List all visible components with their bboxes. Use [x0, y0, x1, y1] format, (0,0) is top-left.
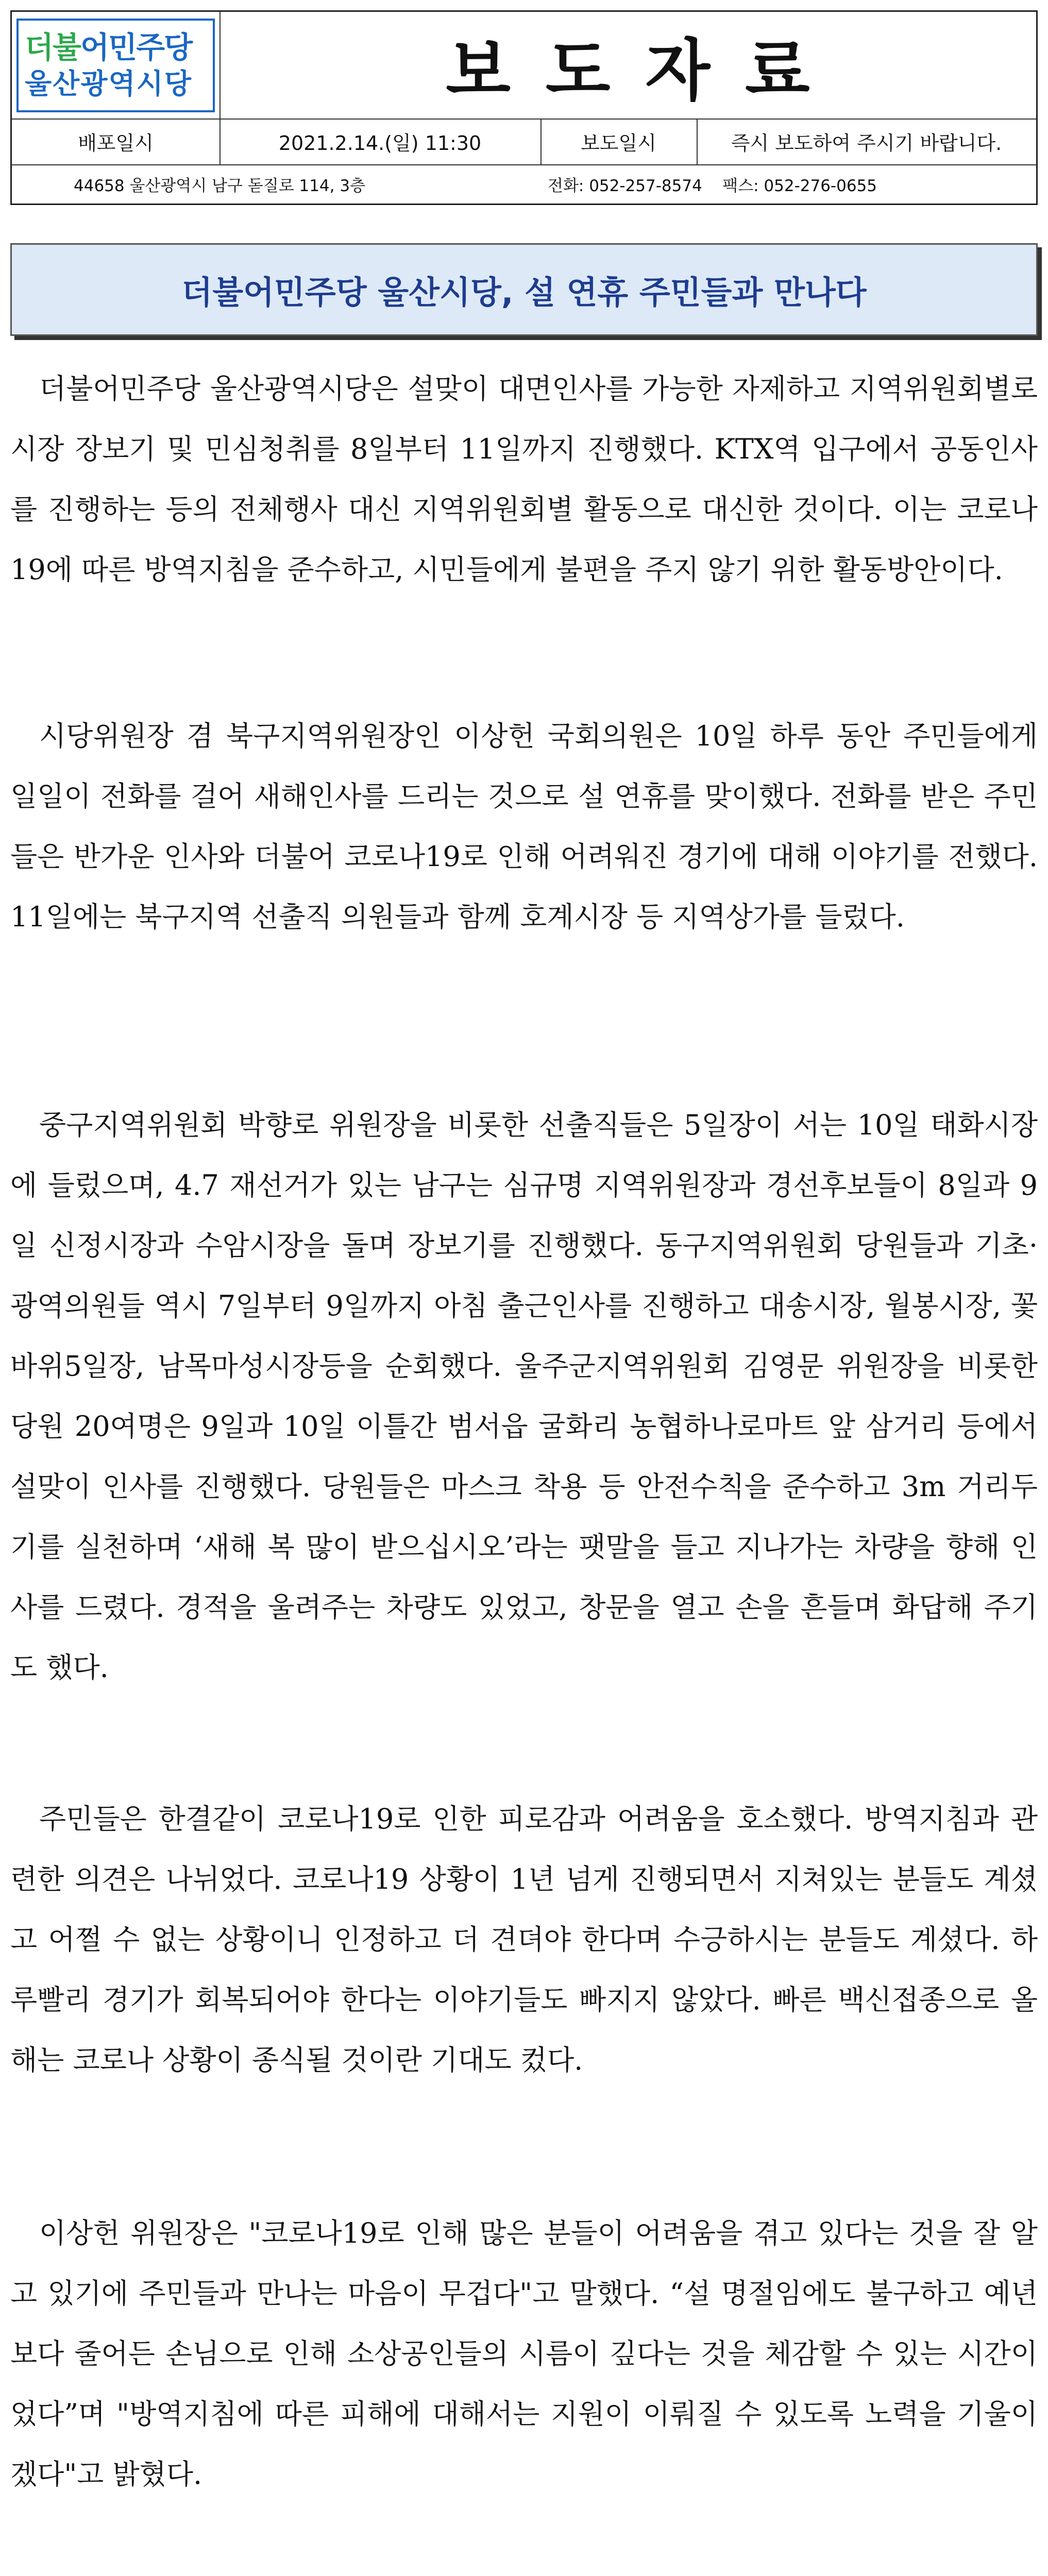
headline-text: 더불어민주당 울산시당, 설 연휴 주민들과 만나다 [181, 273, 867, 311]
contact-info [548, 164, 877, 204]
body-paragraph: 이상헌 위원장은 "코로나19로 인해 많은 분들이 어려움을 겪고 있다는 것을 잘 알고 있기에 주민들과 만나는 마음이 무겁다"고 말했다. “설 명절임에도 불구하고 예년보다 줄어든 손님으로 인해 소상공인들의 시름이 깊다는 것을 체감할 수 있는 시간이었다”며 "방역지침에 따른 피해에 대해서는 지원이 이뤄질 수 있도록 노력을 기울이겠다"고 밝혔다. [10, 2217, 1038, 2490]
party-logo [16, 19, 215, 112]
logo-party-name-a: 더불 [25, 29, 81, 65]
body-paragraph: 중구지역위원회 박향로 위원장을 비롯한 선출직들은 5일장이 서는 10일 태화시장에 들렀으며, 4.7 재선거가 있는 남구는 심규명 지역위원장과 경선후보들이 8일과 9일 신정시장과 수암시장을 돌며 장보기를 진행했다. 동구지역위원회 당원들과 기초·광역의원들 역시 7일부터 9일까지 아침 출근인사를 진행하고 대송시장, 월봉시장, 꽃바위5일장, 남목마성시장등을 순회했다. 울주군지역위원회 김영문 위원장을 비롯한 당원 20여명은 9일과 10일 이틀간 범서읍 굴화리 농협하나로마트 앞 삼거리 등에서 설맞이 인사를 진행했다. 당원들은 마스크 착용 등 안전수칙을 준수하고 3m 거리두기를 실천하며 ‘새해 복 많이 받으십시오’라는 팻말을 들고 지나가는 차량을 향해 인사를 드렸다. 경적을 울려주는 차량도 있었고, 창문을 열고 손을 흔들며 화답해 주기도 했다. [10, 1109, 1038, 1684]
report-date-value: 즉시 보도하여 주시기 바랍니다. [731, 132, 1002, 155]
title-cell [219, 12, 1036, 118]
header-date-row [12, 118, 1036, 165]
logo-cell [12, 12, 221, 118]
logo-party-name-b: 어민주당 [80, 29, 192, 65]
body-paragraph: 주민들은 한결같이 코로나19로 인한 피로감과 어려움을 호소했다. 방역지침과 관련한 의견은 나뉘었다. 코로나19 상황이 1년 넘게 진행되면서 지쳐있는 분들도 계셨고 어쩔 수 없는 상황이니 인정하고 더 견뎌야 한다며 수긍하시는 분들도 계셨다. 하루빨리 경기가 회복되어야 한다는 이야기들도 빠지지 않았다. 빠른 백신접종으로 올해는 코로나 상황이 종식될 것이란 기대도 컸다. [10, 1803, 1038, 2076]
logo-branch-name: 울산광역시당 [25, 67, 192, 100]
phone-number: 전화: 052-257-8574 [548, 176, 702, 195]
release-date-label: 배포일시 [12, 118, 221, 164]
headline-box [10, 243, 1038, 336]
press-release-header [10, 10, 1038, 205]
header-top-row [12, 12, 1036, 120]
document-title: 보도자료 [446, 31, 845, 110]
body-paragraph: 시당위원장 겸 북구지역위원장인 이상헌 국회의원은 10일 하루 동안 주민들에게 일일이 전화를 걸어 새해인사를 드리는 것으로 설 연휴를 맞이했다. 전화를 받은 주민들은 반가운 인사와 더불어 코로나19로 인해 어려워진 경기에 대해 이야기를 전했다. 11일에는 북구지역 선출직 의원들과 함께 호계시장 등 지역상가를 들렀다. [10, 720, 1038, 933]
header-contact-row [12, 164, 1036, 204]
report-date-label: 보도일시 [540, 118, 698, 164]
fax-number: 팩스: 052-276-0655 [722, 176, 877, 195]
body-paragraph: 더불어민주당 울산광역시당은 설맞이 대면인사를 가능한 자제하고 지역위원회별로 시장 장보기 및 민심청취를 8일부터 11일까지 진행했다. KTX역 입구에서 공동인사를 진행하는 등의 전체행사 대신 지역위원회별 활동으로 대신한 것이다. 이는 코로나19에 따른 방역지침을 준수하고, 시민들에게 불편을 주지 않기 위한 활동방안이다. [10, 372, 1038, 586]
office-address: 44658 울산광역시 남구 돋질로 114, 3층 [74, 176, 366, 195]
release-date-value: 2021.2.14.(일) 11:30 [219, 118, 542, 164]
logo-party-name [25, 29, 213, 66]
